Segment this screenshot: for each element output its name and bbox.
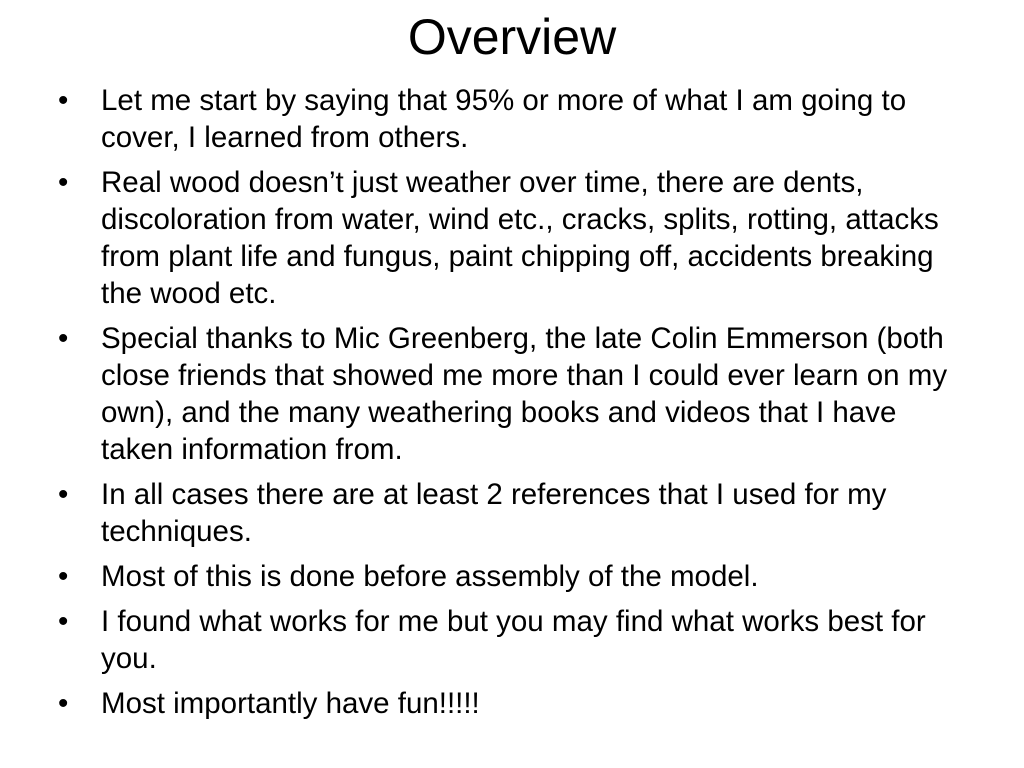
bullet-item (58, 685, 968, 722)
bullet-item (58, 603, 968, 677)
bullet-item (58, 82, 968, 156)
bullet-text: Let me start by saying that 95% or more of what I am going to cover, I learned from others. (101, 84, 907, 154)
bullet-icon: • (58, 605, 69, 638)
bullet-icon: • (58, 166, 69, 199)
bullet-icon: • (58, 322, 69, 355)
bullet-item (58, 558, 968, 595)
bullet-item (58, 320, 968, 468)
bullet-icon: • (58, 478, 69, 511)
slide-title: Overview (407, 9, 617, 65)
bullet-item (58, 476, 968, 550)
bullet-text: Most importantly have fun!!!!! (101, 687, 480, 720)
bullet-list (58, 82, 968, 730)
bullet-text: I found what works for me but you may find what works best for you. (101, 605, 926, 675)
bullet-icon: • (58, 84, 69, 117)
bullet-text: Special thanks to Mic Greenberg, the late Colin Emmerson (both close friends that showed me more than I could ever learn on my own), and the many weathering books and videos that I have taken information from. (101, 322, 948, 466)
bullet-icon: • (58, 687, 69, 720)
bullet-item (58, 164, 968, 312)
bullet-text: Most of this is done before assembly of the model. (101, 560, 759, 593)
bullet-icon: • (58, 560, 69, 593)
bullet-text: In all cases there are at least 2 references that I used for my techniques. (101, 478, 887, 548)
bullet-text: Real wood doesn’t just weather over time, there are dents, discoloration from water, wind etc., cracks, splits, rotting, attacks from plant life and fungus, paint chipping off, accidents breaking the wood etc. (101, 166, 939, 310)
